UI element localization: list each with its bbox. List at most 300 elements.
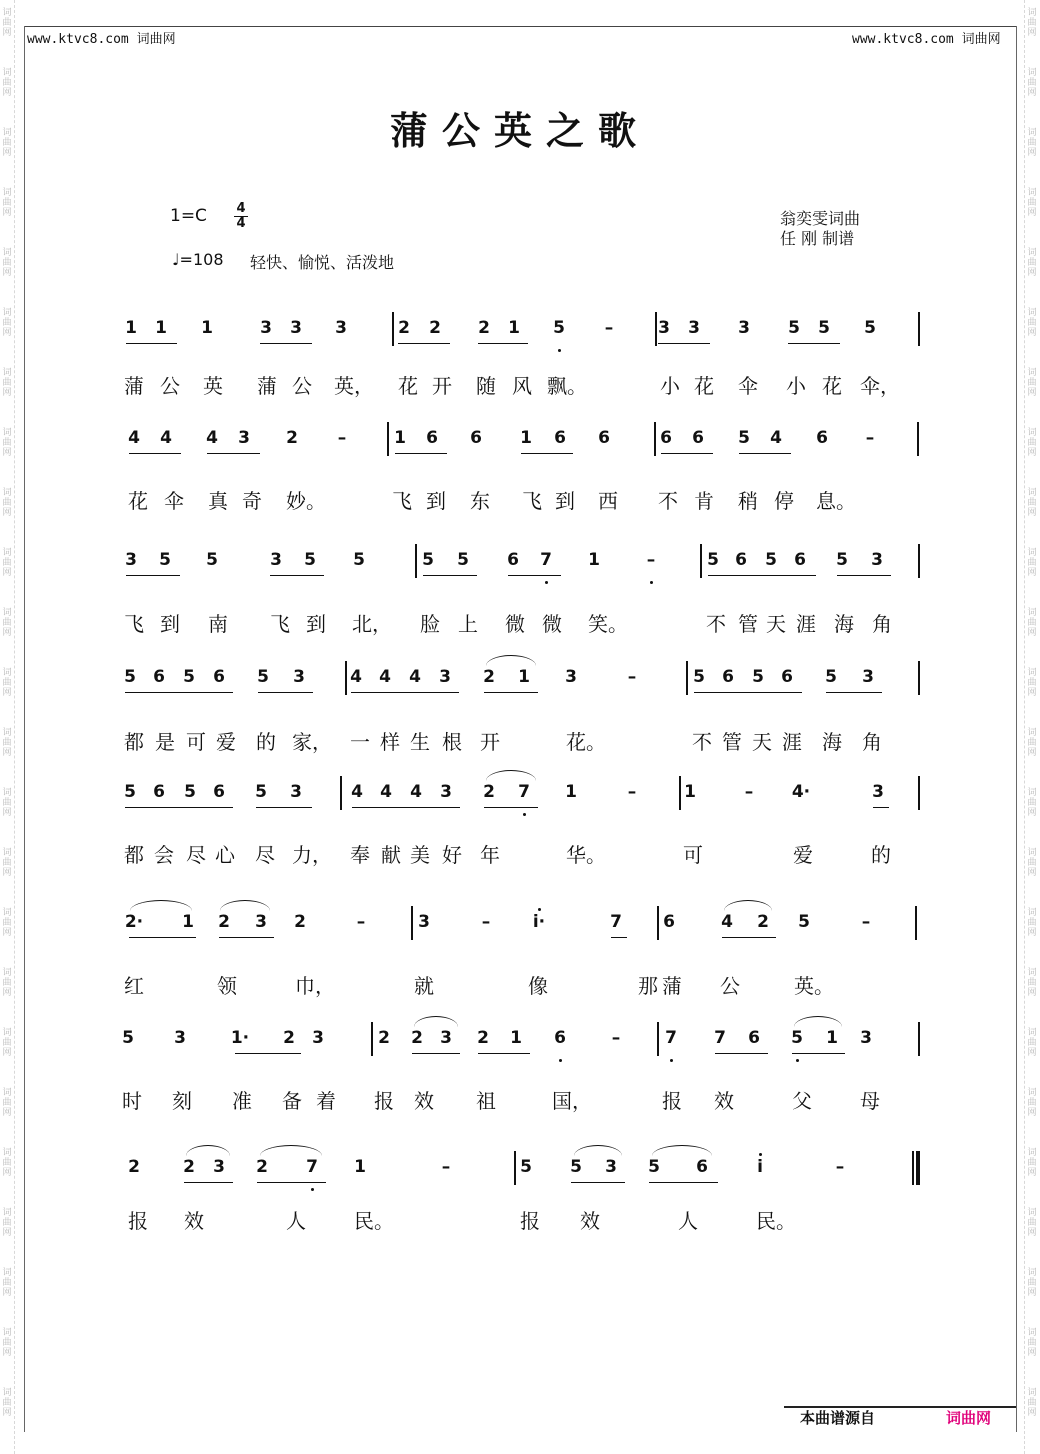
lyric-syllable: 微 [542, 612, 562, 636]
lyric-syllable: 开 [432, 374, 452, 398]
watermark-text: 词曲网 [2, 368, 12, 398]
note: – [611, 1028, 621, 1048]
watermark-text: 词曲网 [1027, 968, 1037, 998]
beam-underline [398, 343, 450, 344]
lyric-syllable: 花 [694, 374, 714, 398]
beam-underline [260, 343, 312, 344]
note: 1 [826, 1028, 838, 1048]
note: 2· [124, 912, 144, 932]
lyric-syllable: 海 [834, 612, 854, 636]
footer-site-label: 词曲网 [946, 1409, 992, 1427]
beam-underline [508, 575, 561, 576]
top-border [24, 26, 1016, 27]
note: 4 [128, 428, 140, 448]
barline [917, 422, 919, 456]
note: – [627, 667, 637, 687]
note: 2 [286, 428, 298, 448]
beam-underline [478, 1053, 530, 1054]
lyric-syllable: 刻 [172, 1089, 192, 1113]
note: 1 [565, 782, 577, 802]
lyric-syllable: 到 [555, 489, 575, 513]
note: 2 [294, 912, 306, 932]
lower-octave-dot [545, 581, 548, 584]
lyric-syllable: 笑。 [588, 612, 628, 636]
slur-tie [794, 1016, 842, 1027]
left-watermark-strip [0, 0, 15, 1454]
lyric-syllable: 飞 [270, 612, 290, 636]
note: 3 [125, 550, 137, 570]
beam-underline [207, 453, 260, 454]
note: 6 [663, 912, 675, 932]
lyric-syllable: 美 [410, 843, 430, 867]
note: 1 [510, 1028, 522, 1048]
watermark-text: 词曲网 [2, 128, 12, 158]
watermark-text: 词曲网 [2, 1148, 12, 1178]
watermark-text: 词曲网 [1027, 308, 1037, 338]
watermark-text: 词曲网 [2, 248, 12, 278]
lyric-syllable: 父 [792, 1089, 812, 1113]
note: 5 [788, 318, 800, 338]
note: 5 [206, 550, 218, 570]
lyric-syllable: 效 [184, 1209, 204, 1233]
lyric-syllable: 准 [232, 1089, 252, 1113]
note: 2 [757, 912, 769, 932]
lyric-syllable: 涯 [796, 612, 816, 636]
note: 1 [518, 667, 530, 687]
note: 1 [354, 1157, 366, 1177]
lyric-syllable: 上 [458, 612, 478, 636]
note: – [604, 318, 614, 338]
watermark-text: 词曲网 [2, 1388, 12, 1418]
beam-underline [125, 807, 233, 808]
barline [657, 906, 659, 940]
watermark-text: 词曲网 [1027, 1088, 1037, 1118]
note: 6 [696, 1157, 708, 1177]
lyric-syllable: 海 [822, 730, 842, 754]
barline [912, 1151, 914, 1185]
note: 5 [183, 667, 195, 687]
lyric-syllable: 小 [786, 374, 806, 398]
lyric-syllable: 年 [480, 843, 500, 867]
barline [918, 544, 920, 578]
beam-underline [484, 807, 538, 808]
lyric-syllable: 国， [552, 1089, 592, 1113]
barline [700, 544, 702, 578]
barline [679, 776, 681, 810]
watermark-text: 词曲网 [2, 788, 12, 818]
note: 3 [174, 1028, 186, 1048]
note: 5 [707, 550, 719, 570]
barline [655, 312, 657, 346]
watermark-text: 词曲网 [1027, 248, 1037, 278]
note: 3 [290, 782, 302, 802]
note: 3 [738, 318, 750, 338]
lyric-syllable: 天 [766, 612, 786, 636]
lyric-syllable: 随 [476, 374, 496, 398]
lyric-syllable: 像 [528, 974, 548, 998]
lyric-syllable: 着 [316, 1089, 336, 1113]
beam-underline [219, 937, 274, 938]
watermark-text: 词曲网 [2, 1268, 12, 1298]
right-watermark-strip [1024, 0, 1039, 1454]
tempo-marking: ♩=108 [172, 250, 224, 269]
note: 1 [588, 550, 600, 570]
slur-tie [260, 1145, 322, 1156]
upper-octave-dot [538, 908, 541, 911]
watermark-text: 词曲网 [2, 8, 12, 38]
note: 5 [836, 550, 848, 570]
lyric-syllable: 涯 [782, 730, 802, 754]
lyric-syllable: 真 [208, 489, 228, 513]
note: – [627, 782, 637, 802]
watermark-text: 词曲网 [1027, 128, 1037, 158]
lyric-syllable: 好 [442, 843, 462, 867]
note: 3 [871, 550, 883, 570]
watermark-text: 词曲网 [2, 1088, 12, 1118]
watermark-text: 词曲网 [1027, 668, 1037, 698]
credit-arranger: 任 刚 制谱 [780, 229, 855, 248]
note: 6 [794, 550, 806, 570]
watermark-text: 词曲网 [2, 548, 12, 578]
note: 2 [256, 1157, 268, 1177]
watermark-text: 词曲网 [1027, 368, 1037, 398]
lyric-syllable: 会 [154, 843, 174, 867]
slur-tie [724, 900, 772, 911]
watermark-text: 词曲网 [2, 308, 12, 338]
beam-underline [257, 1182, 326, 1183]
time-sig-top: 4 [236, 201, 246, 216]
note: 2 [283, 1028, 295, 1048]
note: 1 [508, 318, 520, 338]
lyric-syllable: 小 [660, 374, 680, 398]
note: 2 [477, 1028, 489, 1048]
watermark-text: 词曲网 [1027, 788, 1037, 818]
beam-underline [235, 1053, 301, 1054]
lyric-syllable: 不 [706, 612, 726, 636]
note: 3 [565, 667, 577, 687]
note: 6 [554, 1028, 566, 1048]
lower-octave-dot [311, 1188, 314, 1191]
barline [340, 776, 342, 810]
watermark-text: 词曲网 [1027, 1028, 1037, 1058]
note: 7 [306, 1157, 318, 1177]
lyric-syllable: 花 [822, 374, 842, 398]
note: 7 [540, 550, 552, 570]
note: 6 [213, 782, 225, 802]
note: 7 [714, 1028, 726, 1048]
lyric-syllable: 英 [203, 374, 223, 398]
lyric-syllable: 巾， [295, 974, 335, 998]
watermark-text: 词曲网 [1027, 1388, 1037, 1418]
lyric-syllable: 领 [217, 974, 237, 998]
note: 5 [553, 318, 565, 338]
beam-underline [611, 937, 627, 938]
watermark-text: 词曲网 [2, 968, 12, 998]
lyric-syllable: 肯 [694, 489, 714, 513]
note: 1 [201, 318, 213, 338]
lyric-syllable: 管 [722, 730, 742, 754]
beam-underline [715, 1053, 768, 1054]
note: 3 [270, 550, 282, 570]
beam-underline [352, 807, 460, 808]
note: – [646, 550, 656, 570]
note: 5 [159, 550, 171, 570]
barline [411, 906, 413, 940]
note: 3 [439, 667, 451, 687]
lyric-syllable: 人 [286, 1209, 306, 1233]
note: 3 [440, 1028, 452, 1048]
watermark-text: 词曲网 [2, 68, 12, 98]
footer-source-label: 本曲谱源自 [800, 1409, 876, 1427]
lower-octave-dot [650, 581, 653, 584]
note: 2 [483, 782, 495, 802]
note: 4 [160, 428, 172, 448]
lyric-syllable: 天 [752, 730, 772, 754]
note: 6 [781, 667, 793, 687]
barline [345, 661, 347, 695]
lyric-syllable: 根 [442, 730, 462, 754]
lyric-syllable: 奉 [350, 843, 370, 867]
note: 5 [798, 912, 810, 932]
watermark-text: 词曲网 [2, 188, 12, 218]
beam-underline [708, 575, 816, 576]
watermark-text: 词曲网 [1027, 908, 1037, 938]
lyric-syllable: 妙。 [286, 489, 326, 513]
lyric-syllable: 北， [352, 612, 392, 636]
lyric-syllable: 开 [480, 730, 500, 754]
lyric-syllable: 奇 [242, 489, 262, 513]
slur-tie [574, 1145, 622, 1156]
watermark-text: 词曲网 [2, 1208, 12, 1238]
note: 3 [293, 667, 305, 687]
beam-underline [837, 575, 891, 576]
watermark-text: 词曲网 [2, 488, 12, 518]
note: 3 [688, 318, 700, 338]
beam-underline [571, 1182, 625, 1183]
note: 6 [816, 428, 828, 448]
lyric-syllable: 报 [374, 1089, 394, 1113]
lyric-syllable: 稍 [738, 489, 758, 513]
watermark-text: 词曲网 [1027, 68, 1037, 98]
beam-underline [694, 692, 802, 693]
lyric-syllable: 可 [186, 730, 206, 754]
beam-underline [788, 343, 840, 344]
watermark-text: 词曲网 [2, 728, 12, 758]
watermark-text: 词曲网 [1027, 848, 1037, 878]
beam-underline [395, 453, 447, 454]
note: 6 [598, 428, 610, 448]
note: 5 [791, 1028, 803, 1048]
lower-octave-dot [670, 1059, 673, 1062]
note: 4 [380, 782, 392, 802]
beam-underline [661, 453, 713, 454]
barline [918, 661, 920, 695]
watermark-text: 词曲网 [2, 908, 12, 938]
barline [918, 776, 920, 810]
note: 5 [765, 550, 777, 570]
slur-tie [186, 1145, 230, 1156]
lyric-syllable: 爱 [793, 843, 813, 867]
lower-octave-dot [558, 349, 561, 352]
note: 2 [483, 667, 495, 687]
watermark-text: 词曲网 [1027, 1328, 1037, 1358]
barline [654, 422, 656, 456]
lyric-syllable: 微 [505, 612, 525, 636]
note: 5 [257, 667, 269, 687]
watermark-text: 词曲网 [1027, 488, 1037, 518]
note: 5 [122, 1028, 134, 1048]
lyric-syllable: 效 [580, 1209, 600, 1233]
expression-marking: 轻快、愉悦、活泼地 [250, 253, 395, 272]
beam-underline [351, 692, 459, 693]
note: 4 [410, 782, 422, 802]
beam-underline [258, 692, 313, 693]
note: 5 [738, 428, 750, 448]
lyric-syllable: 伞， [860, 374, 900, 398]
lyric-syllable: 的 [871, 843, 891, 867]
note: 3 [290, 318, 302, 338]
beam-underline [722, 937, 776, 938]
lyric-syllable: 备 [282, 1089, 302, 1113]
note: 4 [770, 428, 782, 448]
watermark-text: 词曲网 [1027, 8, 1037, 38]
lyric-syllable: 人 [678, 1209, 698, 1233]
note: – [865, 428, 875, 448]
upper-octave-dot [759, 1153, 762, 1156]
lyric-syllable: 就 [414, 974, 434, 998]
note: 5 [422, 550, 434, 570]
note: 1 [182, 912, 194, 932]
note: 3 [238, 428, 250, 448]
lyric-syllable: 报 [128, 1209, 148, 1233]
note: – [356, 912, 366, 932]
lyric-syllable: 风 [512, 374, 532, 398]
note: 3 [312, 1028, 324, 1048]
lyric-syllable: 华。 [566, 843, 606, 867]
beam-underline [792, 1053, 845, 1054]
beam-underline [658, 343, 710, 344]
lyric-syllable: 脸 [420, 612, 440, 636]
lyric-syllable: 民。 [354, 1209, 394, 1233]
watermark-text: 词曲网 [2, 608, 12, 638]
note: 1 [394, 428, 406, 448]
beam-underline [521, 453, 573, 454]
note: 6 [470, 428, 482, 448]
lower-octave-dot [559, 1059, 562, 1062]
barline [415, 544, 417, 578]
lyric-syllable: 管 [738, 612, 758, 636]
note: 4 [409, 667, 421, 687]
lyric-syllable: 是 [155, 730, 175, 754]
lyric-syllable: 停 [774, 489, 794, 513]
beam-underline [478, 343, 528, 344]
note: 4 [379, 667, 391, 687]
beam-underline [739, 453, 791, 454]
time-signature [234, 202, 248, 231]
lyric-syllable: 力， [292, 843, 332, 867]
note: 5 [520, 1157, 532, 1177]
note: 2 [378, 1028, 390, 1048]
note: 4 [721, 912, 733, 932]
note: 5 [693, 667, 705, 687]
lyric-syllable: 蒲 [662, 974, 682, 998]
note: 1 [125, 318, 137, 338]
lyric-syllable: 花。 [566, 730, 606, 754]
lyric-syllable: 飞 [522, 489, 542, 513]
credit-lyricist-composer: 翁奕雯词曲 [780, 209, 861, 228]
note: 7 [518, 782, 530, 802]
note: 2 [411, 1028, 423, 1048]
lower-octave-dot [523, 813, 526, 816]
note: 5 [353, 550, 365, 570]
lyric-syllable: 报 [520, 1209, 540, 1233]
note: 5 [457, 550, 469, 570]
note: 6 [660, 428, 672, 448]
note: 5 [818, 318, 830, 338]
barline [918, 1151, 920, 1185]
note: 5 [255, 782, 267, 802]
lyric-syllable: 可 [683, 843, 703, 867]
lyric-syllable: 伞 [738, 374, 758, 398]
lyric-syllable: 西 [598, 489, 618, 513]
slur-tie [414, 1016, 458, 1027]
watermark-text: 词曲网 [2, 1028, 12, 1058]
barline [657, 1022, 659, 1056]
lyric-syllable: 到 [160, 612, 180, 636]
note: 6 [692, 428, 704, 448]
barline [392, 312, 394, 346]
lyric-syllable: 蒲 [257, 374, 277, 398]
note: 7 [610, 912, 622, 932]
key-signature: 1=C [170, 206, 207, 226]
lyric-syllable: 母 [860, 1089, 880, 1113]
note: 6 [153, 782, 165, 802]
note: 6 [426, 428, 438, 448]
slur-tie [130, 900, 192, 911]
note: 2 [128, 1157, 140, 1177]
lyric-syllable: 花 [398, 374, 418, 398]
beam-underline [423, 575, 477, 576]
lyric-syllable: 飘。 [547, 374, 587, 398]
note: 1 [155, 318, 167, 338]
note: 4· [791, 782, 811, 802]
lyric-syllable: 祖 [476, 1089, 496, 1113]
watermark-text: 词曲网 [2, 428, 12, 458]
lyric-syllable: 英， [334, 374, 374, 398]
note: i· [532, 912, 546, 932]
note: 6 [735, 550, 747, 570]
left-border [24, 26, 25, 1432]
note: 3 [872, 782, 884, 802]
lyric-syllable: 到 [306, 612, 326, 636]
barline [514, 1151, 516, 1185]
note: – [441, 1157, 451, 1177]
watermark-text: 词曲网 [2, 668, 12, 698]
lyric-syllable: 都 [124, 843, 144, 867]
beam-underline [125, 692, 233, 693]
note: 4 [351, 782, 363, 802]
lower-octave-dot [796, 1059, 799, 1062]
note: 1 [684, 782, 696, 802]
watermark-text: 词曲网 [1027, 1208, 1037, 1238]
lyric-syllable: 家， [292, 730, 332, 754]
barline [918, 312, 920, 346]
watermark-text: 词曲网 [1027, 548, 1037, 578]
lyric-syllable: 报 [662, 1089, 682, 1113]
note: 5 [184, 782, 196, 802]
note: 5 [570, 1157, 582, 1177]
note: 3 [605, 1157, 617, 1177]
